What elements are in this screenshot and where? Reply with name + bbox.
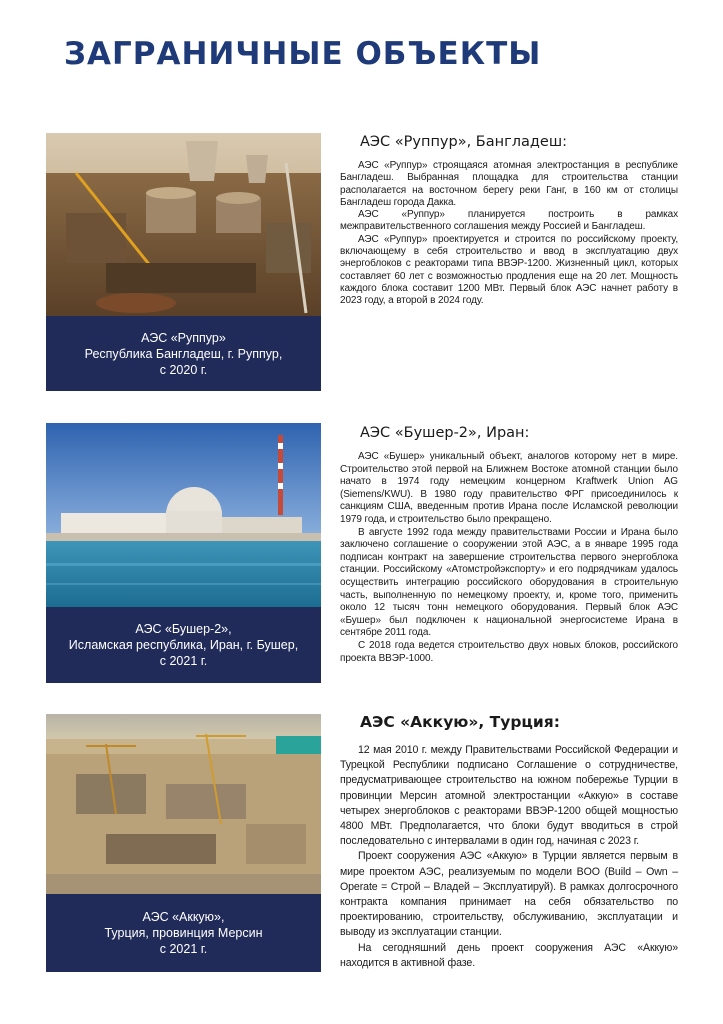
paragraph: На сегодняшний день проект сооружения АЭС «Аккую» находится в активной фазе. (340, 941, 678, 969)
rooppur-caption (46, 316, 321, 391)
rooppur-plant-photo (46, 133, 321, 316)
caption-line: Республика Бангладеш, г. Руппур, (84, 346, 283, 361)
caption-line: с 2021 г. (159, 942, 208, 956)
akkuyu-caption (46, 894, 321, 972)
caption-line: АЭС «Аккую», (142, 910, 225, 924)
paragraph: С 2018 года ведется строительство двух новых блоков, российского проекта ВВЭР-1000. (340, 639, 678, 664)
paragraph: АЭС «Руппур» строящаяся атомная электростанция в республике Бангладеш. Выбранная площадка для строительства станции располагается на восточном берегу реки Ганг, в 160 км от столицы Бангладеш города Дакка. (340, 160, 678, 208)
akkuyu-construction-photo (46, 714, 321, 894)
rooppur-section (340, 134, 678, 308)
bushehr-section (340, 425, 678, 665)
paragraph: Проект сооружения АЭС «Аккую» в Турции является первым в мире проектом АЭС, реализуемым по модели BOO (Build – Own – Operate = Строй – Владей – Эксплуатируй). В рамках долгосрочного контракта компания принимает на себя обязательство по проектированию, строительству, обслуживанию, эксплуатации и выводу из эксплуатации станции. (340, 850, 678, 939)
caption-line: с 2021 г. (159, 654, 208, 668)
section-heading: АЭС «Бушер-2», Иран: (360, 425, 530, 441)
paragraph: В августе 1992 года между правительствами России и Ирана было заключено соглашение о сооружении этой АЭС, а в январе 1995 года подписан контракт на завершение строительства первого энергоблока станции. Российскому «Атомстройэкспорту» и его подрядчикам удалось осуществить интеграцию российского оборудования в строительную часть, выполненную по немецкому проекту, и, кроме того, применить около 12 тысяч тонн немецкого оборудования. Первый блок АЭС «Бушер» был подключен к национальной энергосистеме Ирана в сентябре 2011 года. (340, 526, 678, 639)
section-heading: АЭС «Руппур», Бангладеш: (360, 134, 567, 150)
paragraph: АЭС «Руппур» проектируется и строится по российскому проекту, включающему в себя строительство и ввод в эксплуатацию двух энергоблоков с реакторами типа ВВЭР-1200. Жизненный цикл, которых составляет 60 лет с возможностью продления еще на 20 лет. Мощность каждого блока составит 1200 МВт. Первый блок АЭС начнет работу в 2023 году, а второй в 2024 году. (340, 233, 678, 307)
section-heading: АЭС «Аккую», Турция: (360, 713, 560, 731)
caption-line: АЭС «Руппур» (141, 330, 226, 345)
akkuyu-section (340, 713, 678, 971)
caption-line: Исламская республика, Иран, г. Бушер, (68, 638, 299, 652)
bushehr-plant-photo (46, 423, 321, 607)
bushehr-caption (46, 607, 321, 683)
caption-line: Турция, провинция Мерсин (104, 926, 263, 940)
caption-line: с 2020 г. (159, 362, 208, 377)
paragraph: 12 мая 2010 г. между Правительствами Российской Федерации и Турецкой Республики подписано Соглашение о сотрудничестве, предусматривающее строительство на южном побережье Турции в провинции Мерсин атомной электростанции «Аккую» в составе четырех энергоблоков с реакторами ВВЭР-1200 общей мощностью 4800 МВт. Предполагается, что блоки будут вводиться в строй последовательно с интервалами в один год, начиная с 2023 г. (340, 744, 678, 848)
caption-line: АЭС «Бушер-2», (135, 622, 232, 636)
paragraph: АЭС «Бушер» уникальный объект, аналогов которому нет в мире. Строительство этой первой на Ближнем Востоке атомной станции было начато в 1974 году немецким концерном Kraftwerk Union AG (Siemens/KWU). В 1980 году правительство ФРГ присоединилось к санкциям США, введенным против Ирана после Исламской революции 1979 года, и строительство было прекращено. (340, 451, 678, 525)
page-title: ЗАГРАНИЧНЫЕ ОБЪЕКТЫ (64, 36, 542, 72)
paragraph: АЭС «Руппур» планируется построить в рамках межправительственного соглашения между Россией и Бангладеш. (340, 209, 678, 233)
